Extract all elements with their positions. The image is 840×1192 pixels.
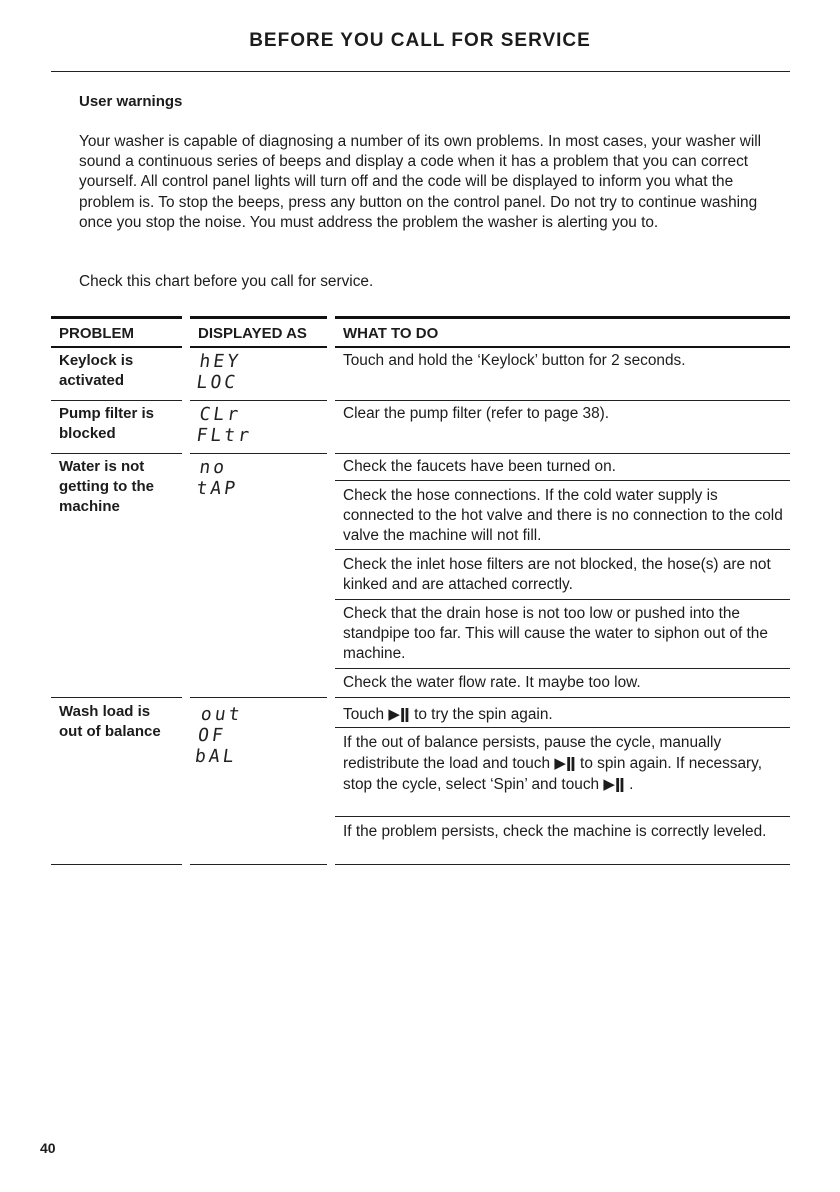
step-no-water-4: Check that the drain hose is not too low or pushed into the standpipe too far. This will cause the water to siphon out of the machine. [343,605,768,662]
intro-paragraph: Your washer is capable of diagnosing a number of its own problems. In most cases, your washer will sound a continuous series of beeps and display a code when it has a problem that you can correct yourself. All control panel lights will turn off and the code will be displayed to inform you what the problem is. To stop the beeps, press any button on the control panel. Do not try to continue washing once you stop the noise. You must address the problem the washer is alerting you to. [79,133,762,231]
display-code-pump-filter [195,404,256,446]
header-rule [51,71,790,72]
step-balance-3: If the problem persists, check the machine is correctly leveled. [343,823,767,840]
check-chart-text: Check this chart before you call for service. [79,273,374,290]
code-line: tAP [195,478,240,499]
row-rule [51,453,182,454]
code-line: bAL [193,746,239,767]
code-line: LOC [195,372,240,393]
step-text: . [629,776,634,793]
step-no-water-1: Check the faucets have been turned on. [343,458,616,475]
step-rule [335,668,790,669]
play-pause-icon: ▶ǁ [554,754,576,772]
step-text: to spin again. If necessary, stop the cycle, select ‘Spin’ and touch [343,755,762,793]
row-rule [51,864,182,865]
row-rule [51,697,182,698]
step-rule [335,727,790,728]
problem-pump-filter: Pump filter is blocked [59,405,155,442]
step-balance-1 [335,704,790,725]
row-rule [335,453,790,454]
play-pause-icon: ▶ǁ [388,705,410,723]
code-line: OF [196,725,228,746]
code-line: CLr [198,404,243,425]
col-header-todo: WHAT TO DO [335,316,790,348]
step-rule [335,480,790,481]
code-line: no [198,457,229,478]
step-text: Touch [343,706,385,723]
problem-no-water: Water is not getting to the machine [59,458,154,515]
display-code-keylock [195,351,242,393]
row-rule [190,864,327,865]
step-no-water-3: Check the inlet hose filters are not blocked, the hose(s) are not kinked and are attached correctly. [343,556,771,593]
row-rule [190,453,327,454]
page-header: BEFORE YOU CALL FOR SERVICE [249,30,591,51]
step-text: If the out of balance persists, pause the cycle, manually redistribute the load and touch [343,734,722,772]
col-header-problem: PROBLEM [51,316,182,348]
row-rule [190,697,327,698]
step-no-water-5: Check the water flow rate. It maybe too low. [343,674,641,691]
step-keylock: Touch and hold the ‘Keylock’ button for 2 seconds. [343,352,686,369]
row-rule [335,400,790,401]
display-code-no-water [195,457,242,499]
problem-keylock: Keylock is activated [59,352,134,389]
row-rule [51,400,182,401]
step-rule [335,816,790,817]
code-line: hEY [198,351,243,372]
step-rule [335,549,790,550]
step-rule [335,599,790,600]
step-balance-2 [335,733,790,795]
page-number: 40 [40,1140,56,1156]
play-pause-icon: ▶ǁ [603,775,625,793]
row-rule [190,400,327,401]
row-rule [335,864,790,865]
display-code-out-of-balance [194,704,244,767]
col-header-displayed: DISPLAYED AS [190,316,327,348]
code-line: FLtr [195,425,254,446]
step-text: to try the spin again. [414,706,553,723]
row-rule [335,697,790,698]
step-pump-filter: Clear the pump filter (refer to page 38). [343,405,610,422]
code-line: out [199,704,244,725]
section-title: User warnings [79,93,183,110]
step-no-water-2: Check the hose connections. If the cold water supply is connected to the hot valve and there is no connection to the cold valve the machine will not fill. [343,487,783,544]
problem-out-of-balance: Wash load is out of balance [59,703,161,740]
